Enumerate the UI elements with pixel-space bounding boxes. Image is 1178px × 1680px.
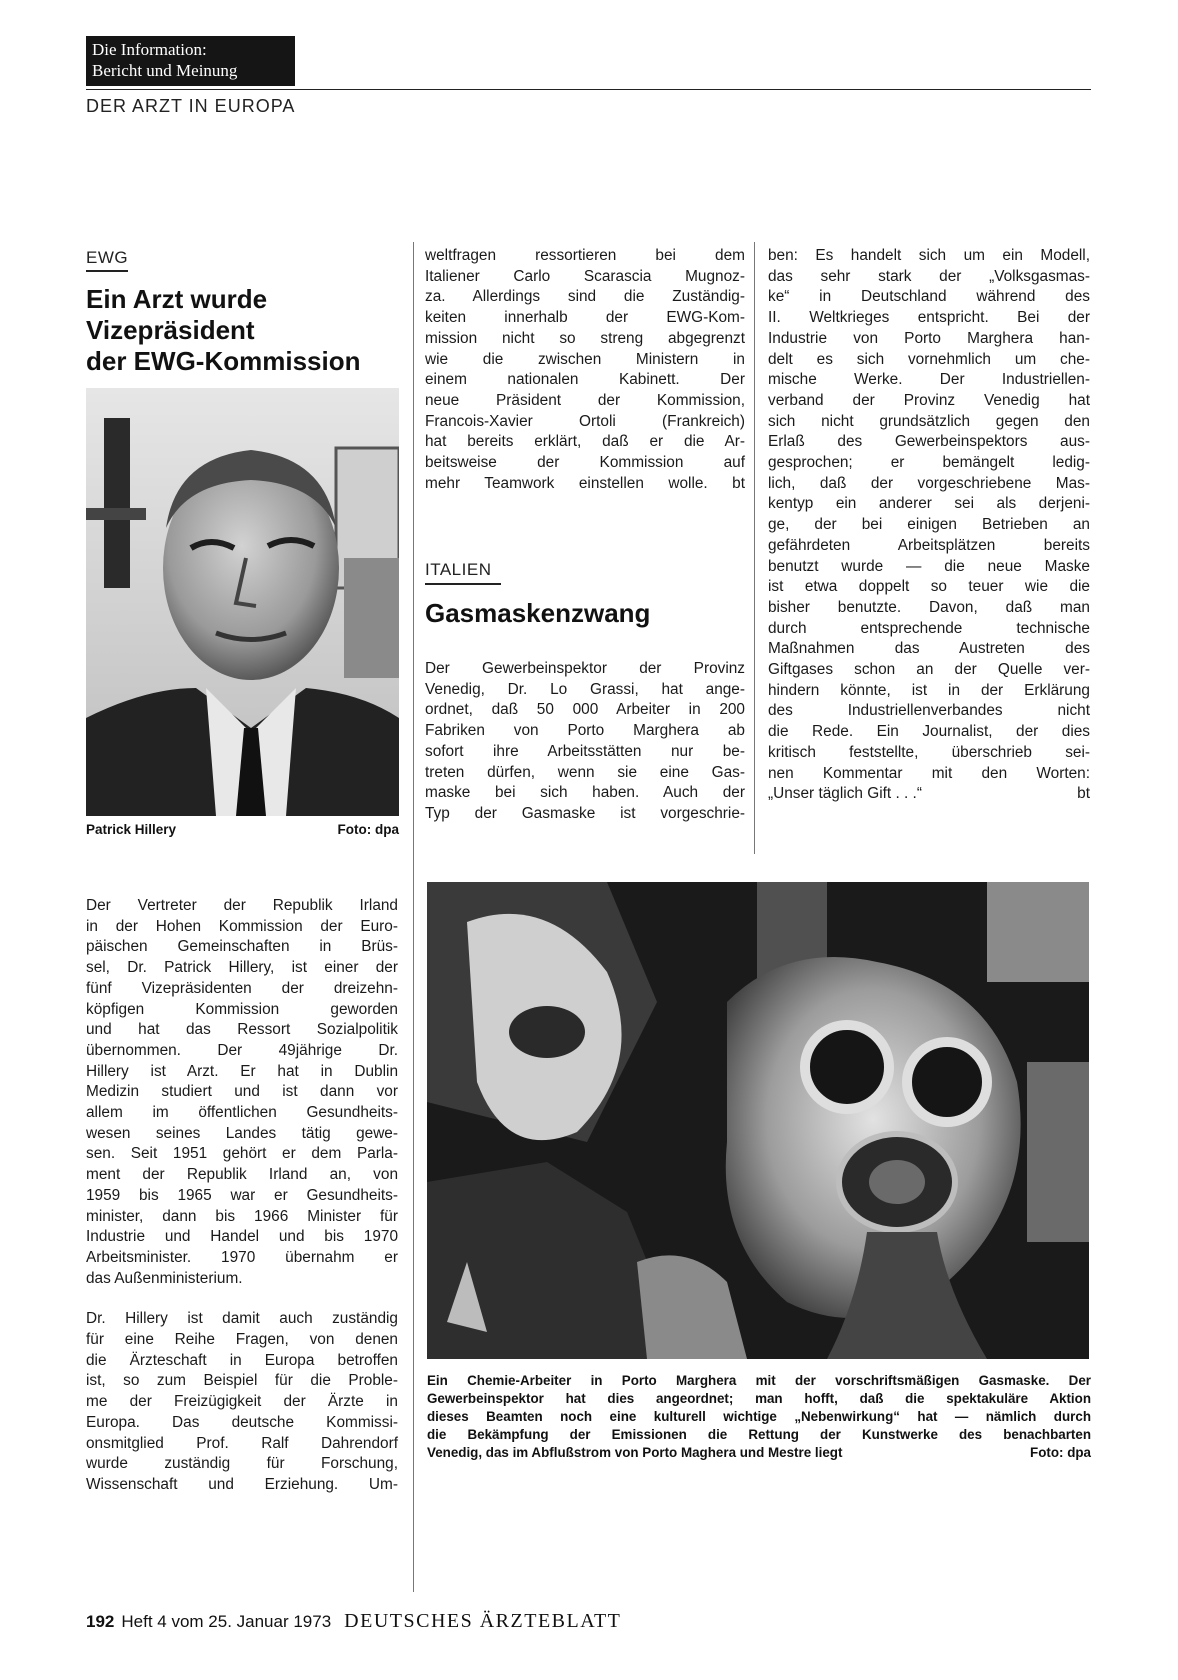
gasmask-photo-illustration — [427, 882, 1089, 1359]
text-line: minister, dann bis 1966 Minister für — [86, 1207, 398, 1225]
text-line: me der Freizügigkeit der Ärzte in — [86, 1393, 398, 1411]
section-title: DER ARZT IN EUROPA — [86, 96, 296, 116]
text-line: ist, so zum Beispiel für die Proble- — [86, 1372, 398, 1390]
page-number: 192 — [86, 1612, 115, 1631]
text-line: ke“ in Deutschland während des — [768, 288, 1090, 306]
text-line: Dr. Hillery ist damit auch zuständig — [86, 1310, 398, 1328]
text-line: Der Vertreter der Republik Irland — [86, 897, 398, 914]
article-italien-paragraph-2 — [768, 246, 1090, 805]
article-italien-body-col3 — [768, 246, 1090, 805]
headline-ewg-line: Vizepräsident — [86, 315, 255, 345]
department-tag-line1: Die Information: — [92, 40, 207, 59]
text-line: lich, daß der vorgeschriebene Mas- — [768, 474, 1090, 492]
text-line: bisher benutzte. Davon, daß man — [768, 598, 1090, 616]
text-line: maske bei sich haben. Auch der — [425, 784, 745, 802]
text-line: ordnet, daß 50 000 Arbeiter in 200 — [425, 701, 745, 719]
text-line: übernommen. Der 49jährige Dr. — [86, 1041, 398, 1059]
text-line: Industrie von Porto Marghera han- — [768, 329, 1090, 347]
text-line: mische Werke. Der Industriellen- — [768, 371, 1090, 389]
text-line: Europa. Das deutsche Kommissi- — [86, 1413, 398, 1431]
caption-line: Venedig, das im Abflußstrom von Porto Maghera und Mestre liegt — [427, 1445, 843, 1460]
text-line: Arbeitsminister. 1970 übernahm er — [86, 1248, 398, 1266]
article-ewg-continuation — [425, 246, 745, 494]
publication-name: DEUTSCHES ÄRZTEBLATT — [344, 1610, 622, 1632]
text-line: weltfragen ressortieren bei dem — [425, 247, 745, 264]
text-line: kentyp ein anderer sei als derjeni- — [768, 495, 1090, 513]
text-line: mission nicht so streng abgegrenzt — [425, 329, 745, 347]
gasmask-photo-credit: Foto: dpa — [1030, 1445, 1091, 1460]
caption-line: Ein Chemie-Arbeiter in Porto Marghera mit der vorschriftsmäßigen Gasmaske. Der — [427, 1373, 1091, 1388]
issue-info: Heft 4 vom 25. Januar 1973 — [121, 1612, 332, 1631]
kicker-italien: ITALIEN — [425, 560, 492, 579]
text-line: hindern könnte, ist in der Erklärung — [768, 681, 1090, 699]
text-line: Italiener Carlo Scarascia Mugnoz- — [425, 267, 745, 285]
header-rule — [86, 89, 1091, 90]
text-line: Industrie und Handel und bis 1970 — [86, 1228, 398, 1246]
text-line: köpfigen Kommission geworden — [86, 1000, 398, 1018]
text-line: in der Hohen Kommission der Euro- — [86, 917, 398, 935]
text-line: sel, Dr. Patrick Hillery, ist einer der — [86, 959, 398, 977]
text-line: wie die zwischen Ministern in — [425, 350, 745, 368]
text-line: gefährdeten Arbeitsplätzen bereits — [768, 536, 1090, 554]
portrait-caption — [86, 822, 399, 837]
text-line: delt es sich vornehmlich um che- — [768, 350, 1090, 368]
department-tag-line2: Bericht und Meinung — [92, 61, 238, 80]
gasmask-caption — [427, 1372, 1091, 1462]
article-italien-body — [425, 659, 745, 825]
text-line: Fabriken von Porto Marghera ab — [425, 722, 745, 740]
closing-quote: „Unser täglich Gift . . .“ — [768, 785, 922, 803]
text-line: ben: Es handelt sich um ein Modell, — [768, 247, 1090, 264]
text-line: mehr Teamwork einstellen wolle. bt — [425, 474, 745, 492]
text-line: das sehr stark der „Volksgasmas- — [768, 267, 1090, 285]
text-line: Wissenschaft und Erziehung. Um- — [86, 1475, 398, 1493]
column-rule-1 — [413, 242, 414, 1592]
caption-last-line — [427, 1444, 1091, 1462]
gasmask-photo — [427, 882, 1089, 1359]
headline-ewg-line: Ein Arzt wurde — [86, 284, 268, 314]
kicker-ewg-rule — [86, 270, 128, 272]
text-line: sen. Seit 1951 gehört er dem Parla- — [86, 1145, 398, 1163]
text-line: keiten innerhalb der EWG-Kom- — [425, 309, 745, 327]
text-line: Erlaß des Gewerbeinspektors aus- — [768, 433, 1090, 451]
text-line: sich nicht grundsätzlich gegen den — [768, 412, 1090, 430]
portrait-caption-credit: Foto: dpa — [337, 822, 399, 837]
text-line: Venedig, Dr. Lo Grassi, hat ange- — [425, 680, 745, 698]
headline-italien: Gasmaskenzwang — [425, 598, 651, 628]
text-line: ment der Republik Irland an, von — [86, 1166, 398, 1184]
text-line: beitsweise der Kommission auf — [425, 454, 745, 472]
text-line: nen Kommentar mit den Worten: — [768, 764, 1090, 782]
text-line: benutzt wurde — die neue Maske — [768, 557, 1090, 575]
headline-ewg-line: der EWG-Kommission — [86, 346, 361, 376]
headline-ewg — [86, 284, 406, 377]
text-line: Medizin studiert und ist dann vor — [86, 1083, 398, 1101]
text-line: das Außenministerium. — [86, 1269, 243, 1287]
closing-line — [768, 784, 1090, 805]
text-line: II. Weltkrieges entspricht. Bei der — [768, 309, 1090, 327]
text-line: gesprochen; er bemängelt ledig- — [768, 454, 1090, 472]
text-line: fünf Vizepräsidenten der dreizehn- — [86, 979, 398, 997]
portrait-caption-name: Patrick Hillery — [86, 822, 177, 837]
text-line: za. Allerdings sind die Zuständig- — [425, 288, 745, 306]
article-ewg-body — [86, 896, 398, 1496]
department-tag — [86, 36, 295, 86]
text-line: und hat das Ressort Sozialpolitik — [86, 1021, 398, 1039]
caption-line: dieses Beamten noch eine kulturell wichtige „Nebenwirkung“ hat — nämlich durch — [427, 1409, 1091, 1424]
text-line: Giftgases schon an der Quelle ver- — [768, 661, 1090, 679]
text-line: für eine Reihe Fragen, von denen — [86, 1331, 398, 1349]
text-line: des Industriellenverbandes nicht — [768, 702, 1090, 720]
text-line: treten dürfen, wenn sie eine Gas- — [425, 763, 745, 781]
text-line: durch entsprechende technische — [768, 619, 1090, 637]
text-line: allem im öffentlichen Gesundheits- — [86, 1104, 398, 1122]
page-footer — [86, 1610, 621, 1633]
caption-line: die Bekämpfung der Emissionen die Rettung der Kunstwerke des benachbarten — [427, 1427, 1091, 1442]
text-line: kritisch feststellte, überschrieb sei- — [768, 743, 1090, 761]
portrait-photo-illustration — [86, 388, 399, 816]
caption-line: Gewerbeinspektor hat dies angeordnet; man hofft, daß die spektakuläre Aktion — [427, 1391, 1091, 1406]
article-ewg-paragraph-3 — [425, 246, 745, 494]
article-italien-paragraph-1 — [425, 659, 745, 825]
text-line: Typ der Gasmaske ist vorgeschrie- — [425, 804, 745, 822]
text-line: wurde zuständig für Forschung, — [86, 1455, 398, 1473]
portrait-photo — [86, 388, 399, 816]
kicker-ewg: EWG — [86, 248, 129, 267]
text-line: 1959 bis 1965 war er Gesundheits- — [86, 1186, 398, 1204]
text-line: ge, der bei einigen Betrieben an — [768, 516, 1090, 534]
text-line: päischen Gemeinschaften in Brüs- — [86, 938, 398, 956]
text-line: hat bereits erklärt, daß er die Ar- — [425, 433, 745, 451]
article-ewg-paragraph-2 — [86, 1309, 398, 1495]
text-line: die Ärzteschaft in Europa betroffen — [86, 1351, 398, 1369]
author-signature: bt — [1077, 785, 1090, 803]
article-ewg-paragraph-1 — [86, 896, 398, 1289]
text-line: Der Gewerbeinspektor der Provinz — [425, 660, 745, 677]
kicker-italien-rule — [425, 583, 501, 585]
text-line: Hillery ist Arzt. Er hat in Dublin — [86, 1062, 398, 1080]
text-line: Maßnahmen das Austreten des — [768, 640, 1090, 658]
text-line: onsmitglied Prof. Ralf Dahrendorf — [86, 1434, 398, 1452]
column-rule-2 — [754, 242, 755, 854]
text-line: die Rede. Ein Journalist, der dies — [768, 723, 1090, 741]
text-line: ist etwa doppelt so teuer wie die — [768, 578, 1090, 596]
text-line: neue Präsident der Kommission, — [425, 391, 745, 409]
text-line: verband der Provinz Venedig hat — [768, 391, 1090, 409]
text-line: sofort ihre Arbeitsstätten nur be- — [425, 742, 745, 760]
text-line: einem nationalen Kabinett. Der — [425, 371, 745, 389]
text-line: wesen seines Landes tätig gewe- — [86, 1124, 398, 1142]
text-line: Francois-Xavier Ortoli (Frankreich) — [425, 412, 745, 430]
